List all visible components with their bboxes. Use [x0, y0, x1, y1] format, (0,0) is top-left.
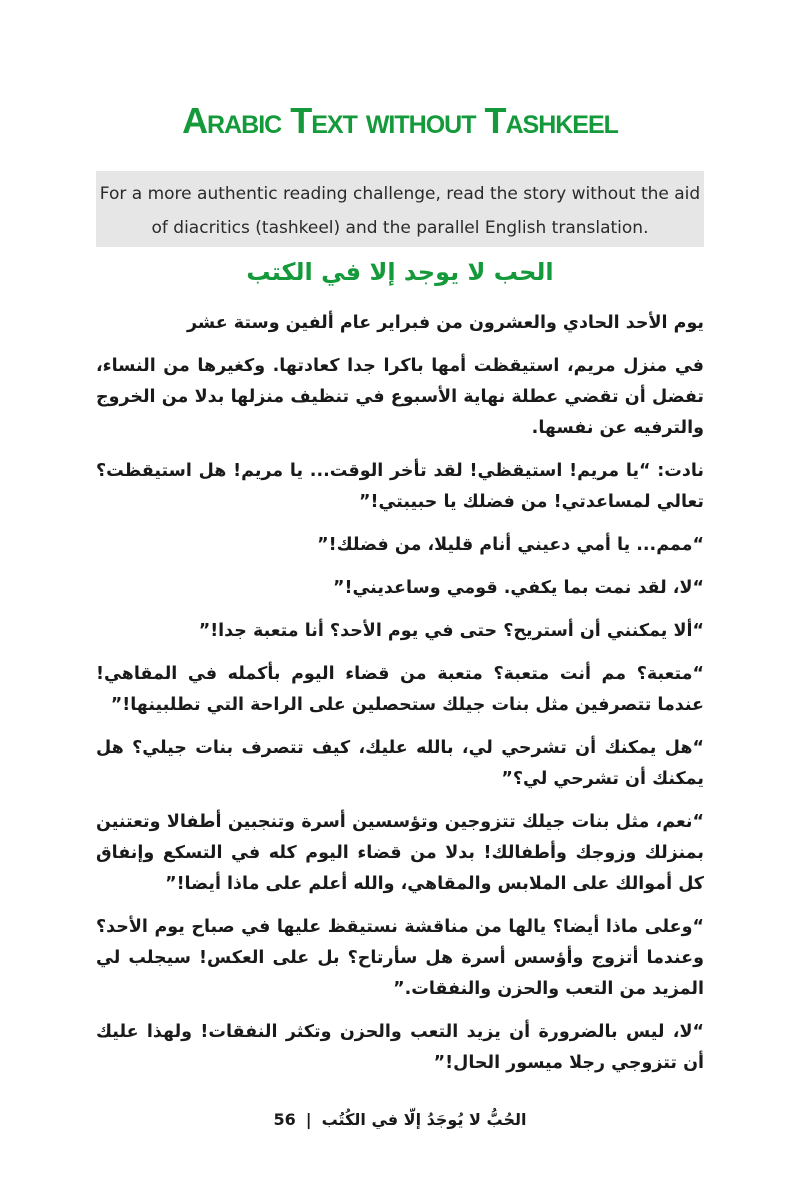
story-paragraph: “ألا يمكنني أن أستريح؟ حتى في يوم الأحد؟ أنا متعبة جدا!” [198, 621, 704, 641]
intro-text: For a more authentic reading challenge, read the story without the aid of diacritics (tashkeel) and the parallel English translation. [99, 184, 701, 238]
story-paragraph: “متعبة؟ مم أنت متعبة؟ متعبة من قضاء اليوم بأكمله في المقاهي! عندما تتصرفين مثل بنات جيلك ستحصلين على الراحة التي تطلبينها!” [96, 664, 704, 715]
story-paragraph: “وعلى ماذا أيضا؟ يالها من مناقشة نستيقظ عليها في صباح يوم الأحد؟ وعندما أتزوج وأؤسس أسرة هل سأرتاح؟ بل على العكس! سيجلب لي المزيد من التعب والحزن والنفقات.” [96, 917, 704, 999]
story-paragraph: “نعم، مثل بنات جيلك تتزوجين وتؤسسين أسرة وتنجبين أطفالا وتعتنين بمنزلك وزوجك وأطفالك! بدلا من قضاء اليوم كله في التسكع وإنفاق كل أموالك على الملابس والمقاهي، والله أعلم على ماذا أيضا!” [96, 812, 704, 894]
story-paragraph: نادت: “يا مريم! استيقظي! لقد تأخر الوقت... يا مريم! هل استيقظت؟ تعالي لمساعدتي! من فضلك يا حبيبتي!” [96, 461, 704, 512]
story-paragraph: في منزل مريم، استيقظت أمها باكرا جدا كعادتها. وكغيرها من النساء، تفضل أن تقضي عطلة نهاية الأسبوع في تنظيف منزلها بدلا من الخروج والترفيه عن نفسها. [96, 356, 704, 438]
story-paragraph: “لا، ليس بالضرورة أن يزيد التعب والحزن وتكثر النفقات! ولهذا عليك أن تتزوجي رجلا ميسور الحال!” [96, 1022, 704, 1073]
story-paragraph: يوم الأحد الحادي والعشرون من فبراير عام ألفين وستة عشر [187, 313, 704, 333]
page-footer [96, 1110, 704, 1129]
page [96, 0, 704, 1200]
story-body [96, 308, 704, 1091]
page-number: 56 [273, 1110, 296, 1129]
story-title: الحب لا يوجد إلا في الكتب [246, 258, 554, 286]
story-paragraph: “ممم... يا أمي دعيني أنام قليلا، من فضلك!” [317, 535, 704, 555]
footer-book-title: الحُبُّ لا يُوجَدُ إلّا في الكُتُب [321, 1110, 527, 1129]
story-paragraph: “لا، لقد نمت بما يكفي. قومي وساعديني!” [332, 578, 704, 598]
footer-separator: | [305, 1110, 312, 1129]
section-title: Arabic Text without Tashkeel [182, 100, 618, 141]
intro-box [96, 171, 704, 247]
story-paragraph: “هل يمكنك أن تشرحي لي، بالله عليك، كيف تتصرف بنات جيلي؟ هل يمكنك أن تشرحي لي؟” [96, 738, 704, 789]
